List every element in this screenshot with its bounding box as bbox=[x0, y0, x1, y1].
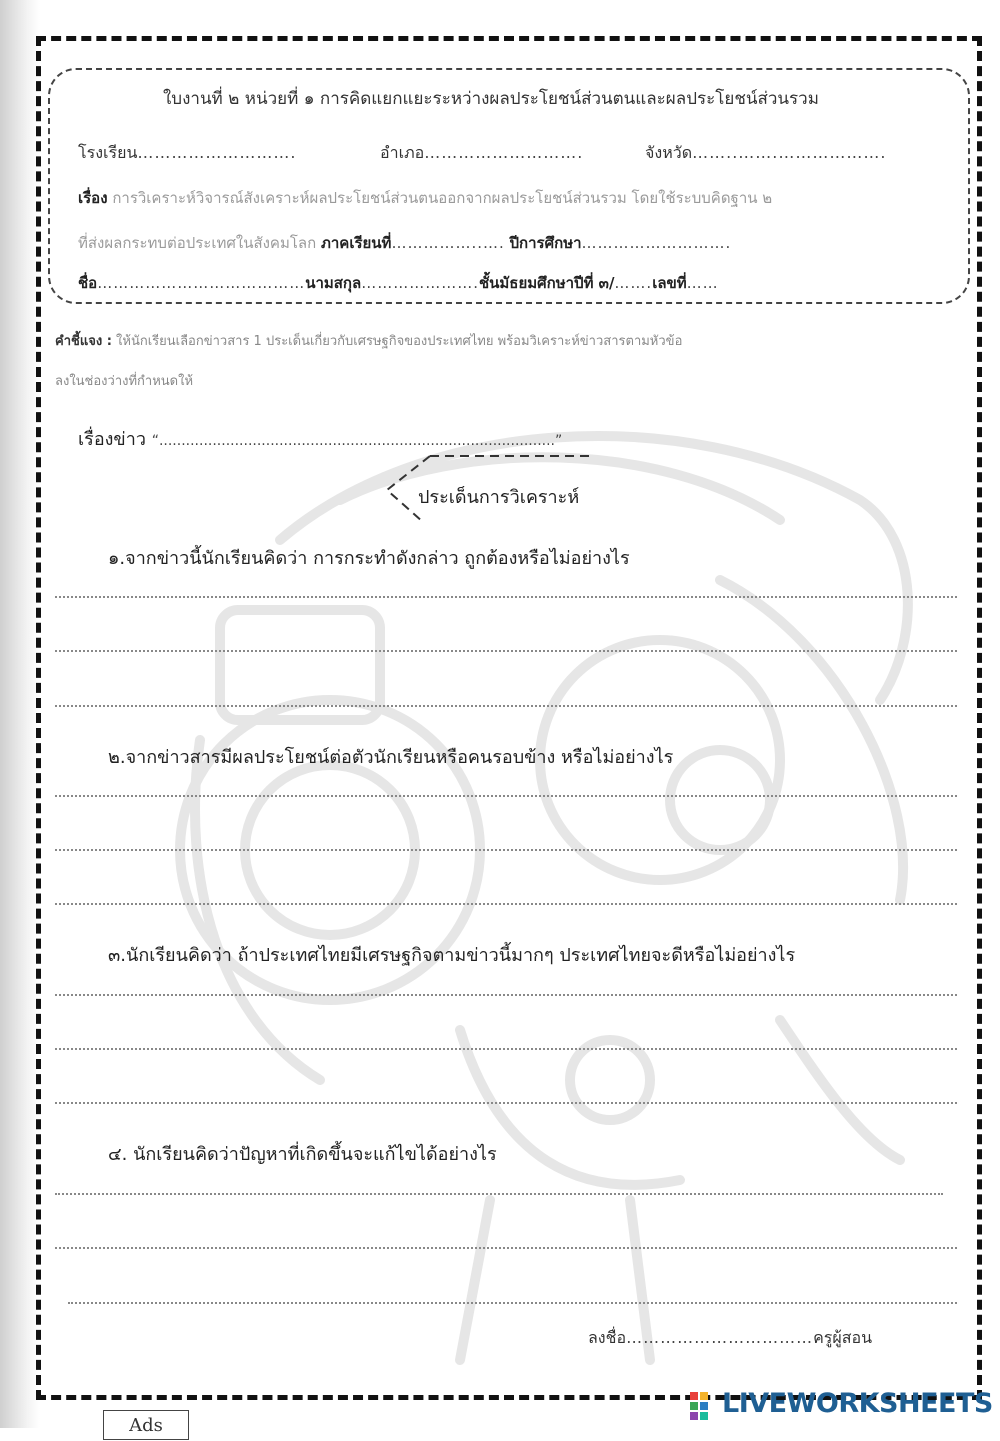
worksheet-title: ใบงานที่ ๒ หน่วยที่ ๑ การคิดแยกแยะระหว่างผลประโยชน์ส่วนตนและผลประโยชน์ส่วนรวม bbox=[163, 89, 819, 109]
answer-line[interactable] bbox=[55, 705, 957, 707]
instructions-line-1 bbox=[55, 330, 682, 351]
question-3: ๓.นักเรียนคิดว่า ถ้าประเทศไทยมีเศรษฐกิจตามข่าวนี้มากๆ ประเทศไทยจะดีหรือไม่อย่างไร bbox=[108, 945, 796, 966]
liveworksheets-logo-icon bbox=[690, 1392, 718, 1420]
school-field[interactable]: ………………………. bbox=[137, 143, 297, 162]
answer-line[interactable] bbox=[55, 1048, 957, 1050]
question-2: ๒.จากข่าวสารมีผลประโยชน์ต่อตัวนักเรียนหรือคนรอบข้าง หรือไม่อย่างไร bbox=[108, 747, 674, 768]
name-field[interactable]: ………………………………… bbox=[97, 274, 306, 292]
liveworksheets-brand[interactable]: LIVEWORKSHEETS bbox=[722, 1388, 993, 1419]
province-label: จังหวัด bbox=[645, 143, 693, 162]
school-row bbox=[78, 141, 296, 166]
question-1: ๑.จากข่าวนี้นักเรียนคิดว่า การกระทำดังกล่าว ถูกต้องหรือไม่อย่างไร bbox=[108, 548, 630, 569]
semester-field[interactable]: ……………..…. bbox=[391, 234, 505, 252]
semester-label: ภาคเรียนที่ bbox=[320, 234, 392, 252]
topic-row bbox=[78, 186, 772, 210]
ads-button[interactable]: Ads bbox=[103, 1410, 189, 1440]
answer-line[interactable] bbox=[55, 994, 957, 996]
grade-label: ชั้นมัธยมศึกษาปีที่ ๓/ bbox=[478, 274, 615, 292]
news-row bbox=[78, 424, 562, 453]
surname-label: นามสกุล bbox=[305, 274, 362, 292]
district-field[interactable]: ………………………. bbox=[424, 143, 584, 162]
news-field[interactable]: “.........................................................................................” bbox=[151, 433, 563, 449]
answer-line[interactable] bbox=[55, 795, 957, 797]
topic-text-2: ที่ส่งผลกระทบต่อประเทศในสังคมโลก bbox=[78, 234, 317, 252]
instructions-text-2: ลงในช่องว่างที่กำหนดให้ bbox=[55, 374, 194, 389]
topic-text-1: การวิเคราะห์วิจารณ์สังเคราะห์ผลประโยชน์ส่วนตนออกจากผลประโยชน์ส่วนรวม โดยใช้ระบบคิดฐาน ๒ bbox=[112, 189, 773, 207]
signature-field[interactable]: …………………………… bbox=[626, 1328, 814, 1347]
answer-line[interactable] bbox=[55, 650, 957, 652]
surname-field[interactable]: …………………. bbox=[361, 274, 479, 292]
answer-line[interactable] bbox=[55, 1102, 957, 1104]
analysis-tag: ประเด็นการวิเคราะห์ bbox=[418, 487, 580, 508]
year-field[interactable]: ………………………. bbox=[581, 234, 732, 252]
question-4: ๔. นักเรียนคิดว่าปัญหาที่เกิดขึ้นจะแก้ไขได้อย่างไร bbox=[108, 1144, 497, 1165]
topic-label: เรื่อง bbox=[78, 189, 108, 207]
answer-line[interactable] bbox=[68, 1302, 957, 1304]
district-row bbox=[380, 141, 583, 166]
province-field[interactable]: ……..…….………………. bbox=[692, 143, 887, 162]
name-row bbox=[78, 271, 719, 295]
page-edge-shadow bbox=[0, 0, 40, 1428]
grade-field[interactable]: ……. bbox=[614, 274, 653, 292]
news-label: เรื่องข่าว bbox=[78, 429, 146, 450]
answer-line[interactable] bbox=[55, 1247, 957, 1249]
answer-line[interactable] bbox=[55, 1193, 943, 1195]
signature-label: ลงชื่อ bbox=[588, 1328, 627, 1347]
instructions-label: คำชี้แจง : bbox=[55, 334, 112, 349]
province-row bbox=[645, 141, 886, 166]
answer-line[interactable] bbox=[55, 903, 957, 905]
year-label: ปีการศึกษา bbox=[509, 234, 582, 252]
signature-row bbox=[588, 1326, 872, 1351]
instructions-text-1: ให้นักเรียนเลือกข่าวสาร 1 ประเด็นเกี่ยวกับเศรษฐกิจของประเทศไทย พร้อมวิเคราะห์ข่าวสารตามหัวข้อ bbox=[116, 334, 683, 349]
topic-row-2 bbox=[78, 231, 731, 255]
number-label: เลขที่ bbox=[652, 274, 687, 292]
district-label: อำเภอ bbox=[380, 143, 425, 162]
school-label: โรงเรียน bbox=[78, 143, 138, 162]
name-label: ชื่อ bbox=[78, 274, 98, 292]
number-field[interactable]: …… bbox=[686, 274, 719, 292]
answer-line[interactable] bbox=[55, 849, 957, 851]
answer-line[interactable] bbox=[55, 596, 957, 598]
signature-role: ครูผู้สอน bbox=[813, 1328, 873, 1347]
